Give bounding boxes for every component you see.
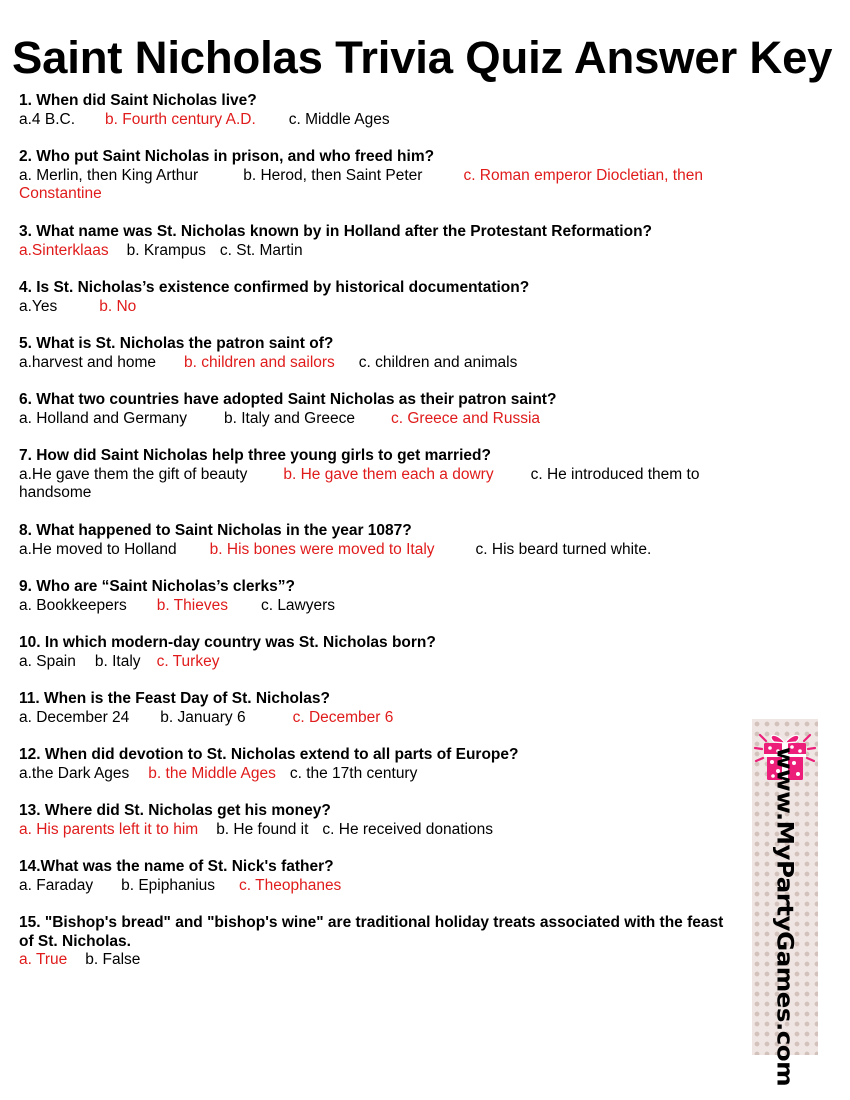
answer-options	[19, 653, 759, 672]
option-b: b. Italy	[94, 652, 141, 670]
option-b: b. Epiphanius	[121, 876, 216, 894]
question-text: 6. What two countries have adopted Saint Nicholas as their patron saint?	[19, 391, 557, 408]
question-text: 5. What is St. Nicholas the patron saint of?	[19, 335, 334, 352]
option-c: c. the 17th century	[289, 764, 418, 782]
question-text: 10. In which modern-day country was St. Nicholas born?	[19, 634, 436, 651]
question-9	[19, 578, 759, 615]
answer-options	[19, 877, 759, 896]
answer-options	[19, 242, 759, 261]
option-a: a. December 24	[19, 708, 130, 726]
answer-options	[19, 541, 759, 560]
question-12	[19, 746, 759, 783]
option-a: a. Merlin, then King Arthur	[19, 166, 199, 184]
question-text: 7. How did Saint Nicholas help three young girls to get married?	[19, 447, 491, 464]
option-b: b. Krampus	[126, 241, 206, 259]
option-a: a.the Dark Ages	[19, 764, 130, 782]
option-b: b. He gave them each a dowry	[283, 465, 494, 483]
question-15	[19, 914, 739, 970]
option-a: a.4 B.C.	[19, 110, 75, 128]
question-1	[19, 92, 759, 129]
option-c: c. Roman emperor Diocletian, then Constantine	[19, 166, 703, 203]
question-13	[19, 802, 759, 839]
option-c: c. He received donations	[322, 820, 493, 838]
option-a: a. Faraday	[19, 876, 94, 894]
question-text: 15. "Bishop's bread" and "bishop's wine" are traditional holiday treats associated with the feast of St. Nicholas.	[19, 914, 724, 950]
answer-options	[19, 821, 759, 840]
question-10	[19, 634, 759, 671]
option-a: a. Bookkeepers	[19, 596, 127, 614]
question-8	[19, 522, 759, 559]
question-text: 2. Who put Saint Nicholas in prison, and who freed him?	[19, 148, 435, 165]
option-a: a. True	[19, 951, 68, 969]
question-6	[19, 391, 759, 428]
option-c: c. Greece and Russia	[390, 409, 541, 427]
option-a: a.Sinterklaas	[19, 241, 109, 259]
website-banner	[752, 719, 818, 1087]
option-c: c. children and animals	[358, 353, 518, 371]
answer-options	[19, 951, 739, 970]
question-text: 14.What was the name of St. Nick's father?	[19, 858, 334, 875]
option-b: b. No	[99, 297, 137, 315]
option-b: b. Thieves	[156, 596, 228, 614]
question-text: 9. Who are “Saint Nicholas’s clerks”?	[19, 578, 295, 595]
option-a: a.He moved to Holland	[19, 540, 177, 558]
answer-options	[19, 466, 759, 503]
website-url-text: www.MyPartyGames.com	[771, 747, 799, 1087]
question-text: 12. When did devotion to St. Nicholas extend to all parts of Europe?	[19, 746, 519, 763]
option-b: b. Fourth century A.D.	[105, 110, 256, 128]
question-text: 1. When did Saint Nicholas live?	[19, 92, 257, 109]
page-title: Saint Nicholas Trivia Quiz Answer Key	[12, 32, 833, 83]
option-b: b. His bones were moved to Italy	[209, 540, 435, 558]
answer-options	[19, 111, 759, 130]
option-b: b. False	[85, 951, 141, 969]
question-3	[19, 223, 759, 260]
option-a: a. His parents left it to him	[19, 820, 199, 838]
option-c: c. Middle Ages	[288, 110, 390, 128]
answer-options	[19, 354, 759, 373]
answer-options	[19, 765, 759, 784]
option-b: b. He found it	[216, 820, 309, 838]
option-c: c. He introduced them to handsome	[19, 465, 700, 502]
question-2	[19, 148, 759, 204]
question-text: 8. What happened to Saint Nicholas in the year 1087?	[19, 522, 412, 539]
website-url[interactable]	[762, 747, 808, 1087]
option-c: c. His beard turned white.	[475, 540, 652, 558]
option-b: b. January 6	[160, 708, 246, 726]
question-7	[19, 447, 759, 503]
question-14	[19, 858, 759, 895]
option-b: b. the Middle Ages	[148, 764, 276, 782]
option-b: b. children and sailors	[184, 353, 335, 371]
answer-options	[19, 298, 759, 317]
question-text: 11. When is the Feast Day of St. Nicholas?	[19, 690, 330, 707]
option-c: c. Turkey	[156, 652, 220, 670]
option-c: c. St. Martin	[219, 241, 303, 259]
option-a: a.harvest and home	[19, 353, 157, 371]
answer-options	[19, 597, 759, 616]
option-b: b. Italy and Greece	[224, 409, 355, 427]
question-text: 4. Is St. Nicholas’s existence confirmed by historical documentation?	[19, 279, 530, 296]
question-11	[19, 690, 759, 727]
question-5	[19, 335, 759, 372]
option-a: a.Yes	[19, 297, 58, 315]
answer-options	[19, 410, 759, 429]
option-c: c. December 6	[292, 708, 394, 726]
option-a: a. Spain	[19, 652, 76, 670]
option-b: b. Herod, then Saint Peter	[243, 166, 423, 184]
question-4	[19, 279, 759, 316]
option-c: c. Lawyers	[260, 596, 336, 614]
option-a: a.He gave them the gift of beauty	[19, 465, 248, 483]
answer-options	[19, 167, 759, 204]
option-c: c. Theophanes	[239, 876, 342, 894]
option-a: a. Holland and Germany	[19, 409, 188, 427]
question-text: 13. Where did St. Nicholas get his money?	[19, 802, 331, 819]
answer-options	[19, 709, 759, 728]
question-text: 3. What name was St. Nicholas known by in Holland after the Protestant Reformation?	[19, 223, 653, 240]
